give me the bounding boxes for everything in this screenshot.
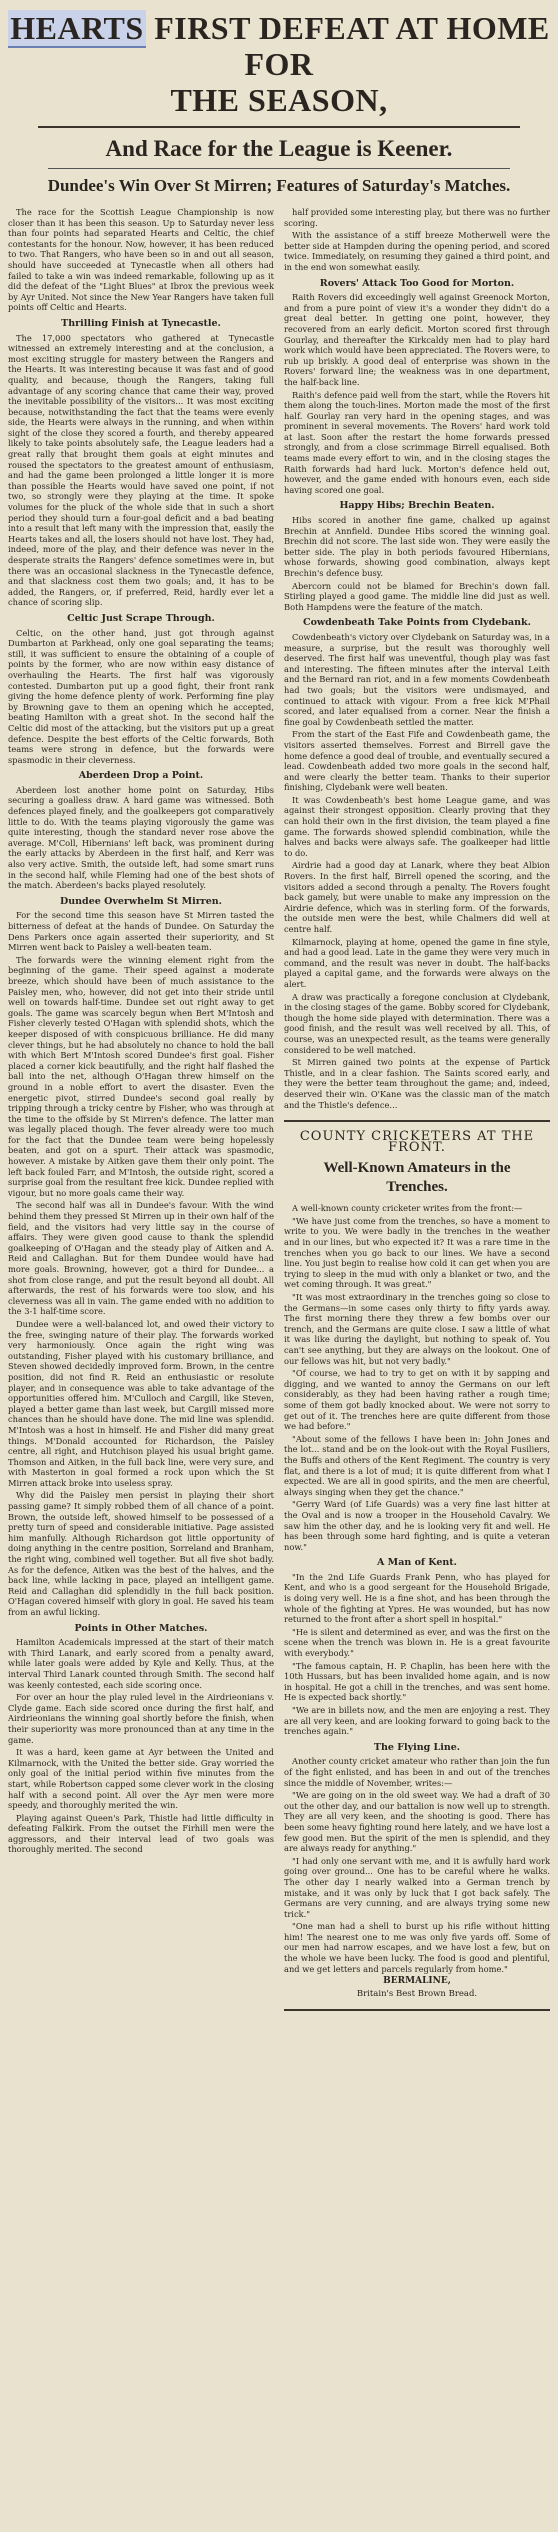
- article-columns: [8, 207, 550, 2021]
- section-heading: Celtic Just Scrape Through.: [67, 612, 215, 624]
- paragraph: "In the 2nd Life Guards Frank Penn, who has played for Kent, and who is a good sergeant for the Household Brigade, is doing very well. He is a fine shot, and has been through the whole of the fighting at Ypres. He was wounded, but has now returned to the front after a short spell in hospital.": [284, 1571, 550, 1625]
- paragraph: With the assistance of a stiff breeze Motherwell were the better side at Hampden during the opening period, and scored twice. Immediately, on resuming they gained a third point, and in the end won somewhat easily.: [284, 230, 550, 272]
- section-heading: Dundee Overwhelm St Mirren.: [60, 895, 222, 907]
- paragraph: "About some of the fellows I have been in: John Jones and the lot... stand and be on the look-out with the Royal Fusiliers, the Buffs and others of the Kent Regiment. The country is very flat, and there is a lot of mud; it is quite different from what I expected. We are all in good spirits, and the men are cheerful, always singing when they get the chance.": [284, 1433, 550, 1497]
- paragraph: For the second time this season have St Mirren tasted the bitterness of defeat at the hands of Dundee. On Saturday the Dens Parkers once again asserted their superiority, and St Mirren went back to Paisley a well-beaten team.: [8, 910, 274, 953]
- paragraph: "We have just come from the trenches, so have a moment to write to you. We were badly in the trenches in the weather and in our lines, but who expected it? It was a rare time in the trenches when you go back to our lines. We have a second line. You just begin to realise how cold it can get when you are trying to sleep in the mud with only a blanket or two, and the wet coming through. It was great.": [284, 1215, 550, 1290]
- paragraph: "One man had a shell to burst up his rifle without hitting him! The nearest one to me was only five yards off. Some of our men had narrow escapes, and we have lost a few, but on the whole we have been lucky. The food is good and plentiful, and we get letters and parcels regularly from home.": [284, 1921, 550, 1974]
- section-heading: Points in Other Matches.: [74, 1622, 208, 1634]
- paragraph: Abercorn could not be blamed for Brechin's down fall. Stirling played a good game. The middle line did just as well. Both Hampdens were the feature of the match.: [284, 580, 550, 612]
- paragraph: For over an hour the play ruled level in the Airdrieonians v. Clyde game. Each side scored once during the first half, and Airdrieonians the winning goal shortly before the finish, when their superiority was more pronounced than at any time in the game.: [8, 1692, 274, 1745]
- paragraph: It was a hard, keen game at Ayr between the United and Kilmarnock, with the United the better side. Gray worried the only goal of the initial period within five minutes from the start, while Robertson capped some clever work in the closing half with a second point. All over the Ayr men were more speedy, and thoroughly merited the win.: [8, 1747, 274, 1811]
- section-heading: Happy Hibs; Brechin Beaten.: [339, 500, 495, 512]
- paragraph: Another county cricket amateur who rather than join the fun of the fight enlisted, and has been in and out of the trenches since the middle of November, writes:—: [284, 1756, 550, 1788]
- paragraph: Hamilton Academicals impressed at the start of their match with Third Lanark, and early scored from a penalty award, while later goals were added by Kyle and Kelly. Thus, at the interval Third Lanark counted through Smith. The second half was keenly contested, each side scoring once.: [8, 1637, 274, 1690]
- rule: [38, 126, 520, 128]
- paragraph: Kilmarnock, playing at home, opened the game in fine style, and had a good lead. Late in the game they were very much in command, and the result was never in doubt. The half-backs played a capital game, and the forwards were always on the alert.: [284, 936, 550, 989]
- section-heading: A Man of Kent.: [377, 1557, 457, 1569]
- left-column: [8, 207, 274, 2021]
- box-subheadline: Well-Known Amateurs in the Trenches.: [323, 1160, 511, 1196]
- right-column: [284, 207, 550, 2021]
- paragraph: Raith's defence paid well from the start, while the Rovers hit them along the touch-lines. Morton made the most of the first half. Gourlay ran very hard in the opening stages, and was prominent in several movements. The Rovers' hard work told at last. Soon after the restart the home forwards pressed strongly, and from a close scrimmage Birrell equalised. Both teams made every effort to win, and in the closing stages the Raith forwards had hard luck. Morton's defence held out, however, and the game ended with honours even, each side having scored one goal.: [284, 389, 550, 495]
- paragraph: Airdrie had a good day at Lanark, where they beat Albion Rovers. In the first half, Birrell opened the scoring, and the visitors added a second through a penalty. The Rovers fought back gamely, but were unable to make any impression on the Airdrie defence, which was in sterling form. Of the forwards, the outside men were the best, while Chalmers did well at centre half.: [284, 860, 550, 934]
- section-heading: Rovers' Attack Too Good for Morton.: [319, 277, 515, 289]
- section-heading: Thrilling Finish at Tynecastle.: [61, 317, 221, 329]
- paragraph: "Of course, we had to try to get on with it by sapping and digging, and we wanted to annoy the Germans on our left considerably, as they had been having rather a rough time; some of them got badly knocked about. We were not sorry to get out of it. The trenches here are quite different from those we had before.": [284, 1368, 550, 1432]
- paragraph: The forwards were the winning element right from the beginning of the game. Their speed against a moderate breeze, which should have been of much assistance to the Paisley men, who, however, did not get into their stride until well on towards half-time. Dundee set out right away to get goals. The game was scarcely begun when Bert M'Intosh and Fisher cleverly tested O'Hagan with splendid shots, which the keeper disposed of with conspicuous brilliance. He did many clever things, but he had absolutely no chance to hold the ball with which Bert M'Intosh scored Dundee's first goal. Fisher placed a corner kick beautifully, and the right half flashed the ball into the net, although O'Hagan threw himself on the ground in a noble effort to avert the disaster. Even the energetic pivot, stirred Dundee's second goal really by tripping through a tricky centre by Fisher, who was through at the time to the offside by St Mirren's defence. The latter man was legally placed though. The fever already were too much for the fact that the Dundee team were being hopelessly beaten, and got on a spurt. Their attack was spasmodic, however. A mistake by Aitken gave them their only point. The left back fouled Farr, and M'Intosh, the outside right, scored a surprise goal from the resultant free kick. Dundee replied with vigour, but no more goals came their way.: [8, 954, 274, 1198]
- subheading: And Race for the League is Keener.: [105, 136, 453, 161]
- headline: [8, 10, 550, 118]
- paragraph: "We are going on in the old sweet way. We had a draft of 30 out the other day, and our battalion is now well up to strength. They are all very keen, and the shooting is good. There has been some heavy fighting round here lately, and we have lost a few good men. But the spirit of the men is splendid, and they are always ready for anything.": [284, 1790, 550, 1854]
- paragraph: From the start of the East Fife and Cowdenbeath game, the visitors asserted themselves. Forrest and Birrell gave the home defence a good deal of trouble, and eventually secured a lead. Cowdenbeath added two more goals in the second half, and were clearly the better team. Thanks to their superior finishing, Clydebank were well beaten.: [284, 729, 550, 793]
- paragraph: Playing against Queen's Park, Thistle had little difficulty in defeating Falkirk. From the outset the Firhill men were the aggressors, and their interval lead of two goals was thoroughly merited. The second: [8, 1812, 274, 1855]
- paragraph: "Gerry Ward (of Life Guards) was a very fine last hitter at the Oval and is now a trooper in the Household Cavalry. We saw him the other day, and he is looking very fit and well. He has been through some hard fighting, and is quite a veteran now.": [284, 1499, 550, 1552]
- paragraph: Hibs scored in another fine game, chalked up against Brechin at Annfield. Dundee Hibs scored the winning goal. Brechin did not score. The last side won. They were easily the better side. The play in both periods favoured Hibernians, whose forwards, showing good combination, always kept Brechin's defence busy.: [284, 515, 550, 578]
- paragraph: Dundee were a well-balanced lot, and owed their victory to the free, swinging nature of their play. The forwards worked very harmoniously. Once again the right wing was outstanding, Fisher played with his customary brilliance, and Steven showed decidedly improved form. Brown, in the centre position, did not find R. Reid an enthusiastic or resolute player, and in consequence was able to take advantage of the opportunities offered him. M'Culloch and Cargill, like Steven, played a better game than last week, but Cargill missed more chances than he should have done. The mid line was splendid. M'Intosh was a host in himself. He and Fisher did many great things. M'Donald accounted for Richardson, the Paisley centre, all right, and Hutchison played his usual bright game. Thomson and Aitken, in the full back line, were very sure, and with Masterton in goal formed a rock upon which the St Mirren attack broke into useless spray.: [8, 1318, 274, 1488]
- paragraph: Raith Rovers did exceedingly well against Greenock Morton, and from a pure point of view it's a wonder they didn't do a great deal better. In getting one point, however, they recovered from an early deficit. Morton scored first through Gourlay, and thereafter the Kirkcaldy men had to play hard work which would have been appreciated. The Rovers were, to rub up briskly. A good deal of enterprise was shown in the Rovers' forward line; the weakness was in one department, the half-back line.: [284, 292, 550, 387]
- headline-line1: FIRST DEFEAT AT HOME FOR: [145, 10, 550, 82]
- cricket-article-box: [284, 1120, 550, 2011]
- section-heading: Aberdeen Drop a Point.: [78, 770, 204, 782]
- paragraph: Aberdeen lost another home point on Saturday, Hibs securing a goalless draw. A hard game was witnessed. Both defences played finely, and the goalkeepers got comparatively little to do. With the teams playing vigorously the game was quite interesting, though the standard never rose above the average. M'Coll, Hibernians' left back, was prominent during the early attacks by Aberdeen in the first half, and Kerr was also very active. Smith, the outside left, had some smart runs in the second half, while Fleming had one of the best shots of the match. Aberdeen's backs played resolutely.: [8, 784, 274, 891]
- deck: Dundee's Win Over St Mirren; Features of Saturday's Matches.: [47, 176, 511, 195]
- paragraph: The race for the Scottish League Championship is now closer than it has been this season. Up to Saturday never less than four points had separated Hearts and Celtic, the chief contestants for the honour. Now, however, it has been reduced to two. That Rangers, who have been so in and out all season, should have succeeded at Tynecastle when all others had failed to take a win was indeed remarkable, following up as it did the defeat of the "Light Blues" at Ibrox the previous week by Ayr United. Not since the New Year Rangers have taken full points off Celtic and Hearts.: [8, 207, 274, 313]
- paragraph: half provided some interesting play, but there was no further scoring.: [284, 207, 550, 228]
- paragraph: It was Cowdenbeath's best home League game, and was against their strongest opposition. Clearly proving that they can hold their own in the first division, the team played a fine game. The forwards showed splendid combination, while the halves and backs were always safe. The goalkeeper had little to do.: [284, 794, 550, 858]
- section-heading: Cowdenbeath Take Points from Clydebank.: [303, 617, 531, 629]
- advert-tagline: Britain's Best Brown Bread.: [356, 1988, 478, 1999]
- paragraph: "The famous captain, H. P. Chaplin, has been here with the 10th Hussars, but has been invalided home again, and is now in hospital. He got a chill in the trenches, and was sent home. He is expected back shortly.": [284, 1660, 550, 1703]
- headline-line2: THE SEASON,: [170, 82, 388, 118]
- paragraph: "We are in billets now, and the men are enjoying a rest. They are all very keen, and are looking forward to going back to the trenches again.": [284, 1705, 550, 1737]
- paragraph: St Mirren gained two points at the expense of Partick Thistle, and in a clear fashion. The Saints scored early, and they were the better team throughout the game; and, indeed, deserved their win. O'Kane was the classic man of the match and the Thistle's defence...: [284, 1057, 550, 1110]
- advert-name: BERMALINE,: [383, 1976, 451, 1987]
- paragraph: The second half was all in Dundee's favour. With the wind behind them they pressed St Mirren up in their own half of the field, and the visitors had very little say in the course of affairs. They were given good cause to thank the splendid goalkeeping of O'Hagan and the steady play of Aitken and A. Reid and Callaghan. But for them Dundee would have had more goals. Browning, however, got a third for Dundee... a shot from close range, and put the result beyond all doubt. All afterwards, the rest of his forwards were too slow, and his cleverness was all in vain. The game ended with no addition to the 3-1 half-time score.: [8, 1200, 274, 1317]
- paragraph: The 17,000 spectators who gathered at Tynecastle witnessed an extremely interesting and at the conclusion, a most exciting struggle for mastery between the Rangers and the Hearts. It was interesting because it was fast and of good quality, and because, though the Rangers, taking full advantage of any scoring chance that came their way, proved the inevitable possibility of the visitors... It was most exciting because, notwithstanding the fact that the teams were evenly side, the Hearts were always in the running, and when within sight of the close they scored a fourth, and thereby appeared likely to take points absolutely safe, the League leaders had a great rally that brought them goals at eight minutes and roused the spectators to the greatest amount of enthusiasm, and had the game been prolonged a little longer it is more than possible the Hearts would have saved one point, if not two, so strongly were they playing at the time. It spoke volumes for the pluck of the whole side that in such a short period they should turn a four-goal deficit and a bad beating into a result that left many with the impression that, easily the Hearts takes and all, the losers should not have lost. They had, indeed, more of the play, and their defence was never in the desperate straits the Rangers' defence sometimes were in, but there was an occasional slackness in the Tynecastle defence, and that slackness cost them two goals; and, it has to be added, the Rangers, or, if preferred, Reid, hardly ever let a chance of scoring slip.: [8, 332, 274, 608]
- section-heading: The Flying Line.: [373, 1741, 461, 1753]
- divider: [48, 168, 510, 169]
- paragraph: A draw was practically a foregone conclusion at Clydebank, in the closing stages of the game. Bobby scored for Clydebank, though the home side played with determination. There was a good finish, and the result was well received by all. This, of course, was an unexpected result, as the teams were generally considered to be well matched.: [284, 991, 550, 1055]
- paragraph: "I had only one servant with me, and it is awfully hard work going over ground... One has to be careful where he walks. The other day I nearly walked into a German trench by mistake, and it was only by luck that I got back safely. The Germans are very cunning, and are always trying some new trick.": [284, 1855, 550, 1919]
- paragraph: Cowdenbeath's victory over Clydebank on Saturday was, in a measure, a surprise, but the result was thoroughly well deserved. The first half was uneventful, though play was fast and interesting. The fifteen minutes after the interval Leith and the Bernard ran riot, and in a few moments Cowdenbeath had two goals; but the visitors were undismayed, and continued to attack with vigour. From a free kick M'Phail scored, and later equalised from a corner. Near the finish a fine goal by Cowdenbeath settled the matter.: [284, 631, 551, 727]
- paragraph: Celtic, on the other hand, just got through against Dumbarton at Parkhead, only one goal separating the teams; still, it was sufficient to ensure the obtaining of a couple of points by the former, who are now within easy distance of overhauling the Hearts. The first half was vigorously contested. Dumbarton put up a good fight, their front rank giving the home defence plenty of work. Performing fine play by Browning gave to them an opening which he accepted, beating Hamilton with a great shot. In the second half the Celtic did most of the attacking, but the visitors put up a great defence. Despite the best efforts of the Celtic forwards, Both teams were strong in defence, but the forwards were spasmodic in their cleverness.: [8, 627, 274, 765]
- paragraph: A well-known county cricketer writes from the front:—: [292, 1203, 523, 1214]
- box-headline: COUNTY CRICKETERS AT THE FRONT.: [299, 1129, 535, 1155]
- headline-highlight: HEARTS: [10, 10, 144, 46]
- paragraph: Why did the Paisley men persist in playing their short passing game? It simply robbed them of all chance of a point. Brown, the outside left, showed himself to be possessed of a pretty turn of speed and considerable initiative. Page assisted him manfully. Although Richardson got little opportunity of doing anything in the centre position, Sorreland and Branham, the right wing, combined well together. But all five shot badly. As for the defence, Aitken was the best of the halves, and the back line, while lacking in pace, played an intelligent game. Reid and Callaghan did splendidly in the full back position. O'Hagan covered himself with glory in goal. He saved his team from an awful licking.: [8, 1490, 274, 1617]
- paragraph: "He is silent and determined as ever, and was the first on the scene when the trench was blown in. He is a great favourite with everybody.": [284, 1626, 550, 1659]
- paragraph: "It was most extraordinary in the trenches going so close to the Germans—in some cases only thirty to fifty yards away. The first morning there they threw a few bombs over our trench, and the Germans are quite close. I saw a little of what it was like during the daylight, but nothing to speak of. You can't see anything, but they are always on the lookout. One of our fellows was hit, but not very badly.": [284, 1292, 550, 1366]
